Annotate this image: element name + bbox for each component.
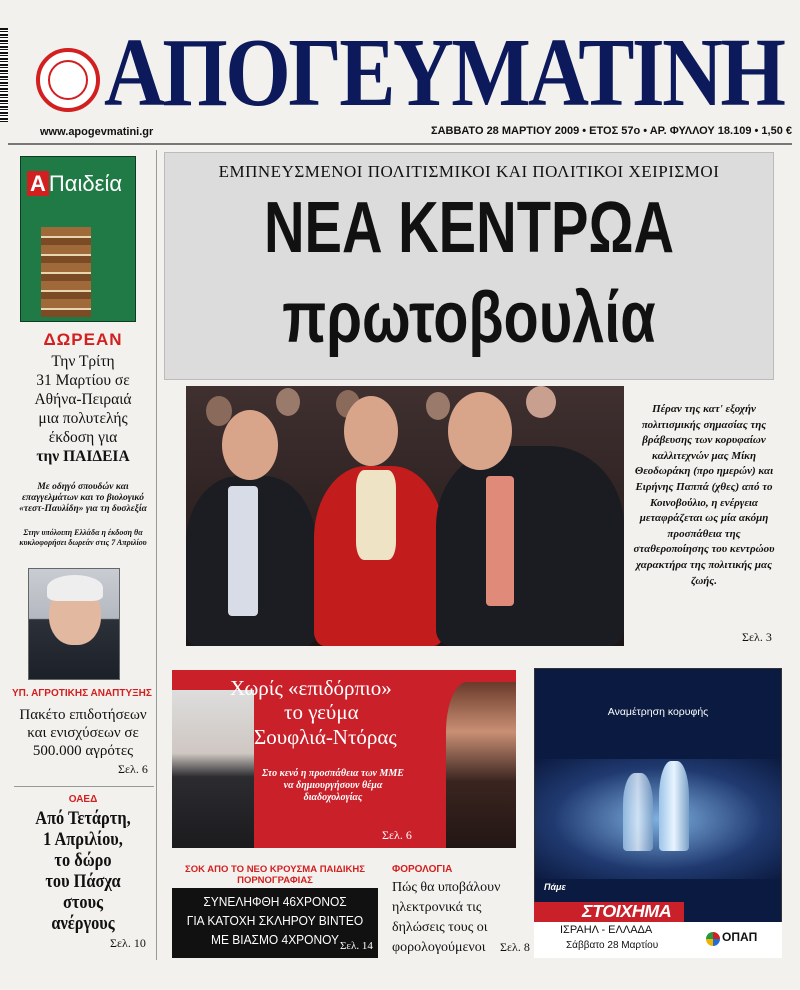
column-rule bbox=[156, 150, 157, 960]
promo-note: Με οδηγό σπουδών και επαγγελμάτων και το βιολογικό «τεστ-Παυλίδη» για τη δυσλεξία bbox=[19, 482, 147, 514]
portrait-photo bbox=[28, 568, 120, 680]
chess-king-icon bbox=[659, 761, 689, 851]
crime-page-ref: Σελ. 14 bbox=[340, 940, 373, 952]
magazine-logo: Α Παιδεία bbox=[27, 171, 122, 197]
ad-title: Αναμέτρηση κορυφής bbox=[607, 706, 709, 718]
souflias-subtitle: Στο κενό η προσπάθεια των ΜΜΕ να δημιουργήσουν θέμα διαδοχολογίας bbox=[262, 768, 404, 803]
lead-kicker: ΕΜΠΝΕΥΣΜΕΝΟΙ ΠΟΛΙΤΙΣΜΙΚΟΙ ΚΑΙ ΠΟΛΙΤΙΚΟΙ ΧΕΙΡΙΣΜΟΙ bbox=[218, 162, 720, 181]
lead-page-ref: Σελ. 3 bbox=[742, 630, 772, 644]
agri-kicker: ΥΠ. ΑΓΡΟΤΙΚΗΣ ΑΝΑΠΤΥΞΗΣ bbox=[12, 688, 152, 699]
promo-kicker: ΔΩΡΕΑΝ bbox=[43, 330, 123, 349]
lead-photo bbox=[186, 386, 624, 646]
agri-page-ref: Σελ. 6 bbox=[118, 762, 148, 776]
masthead-title: ΑΠΟΓΕΥΜΑΤΙΝΗ bbox=[104, 19, 784, 127]
lead-story: Πέραν της κατ' εξοχήν πολιτισμικής σημασίας της βράβευσης των κορυφαίων καλλιτεχνών μας Μίκη Θεοδωράκη (προ ημερών) και Ειρήνης Παππά (χθες) από το Κοινοβούλιο, η ενέργεια μεταφράζεται ως μία ακόμη προσπάθεια της σταθεροποίησης του κεντρώου χαρακτήρα της πολιτικής μας ζωής. bbox=[633, 403, 775, 587]
tax-page-ref: Σελ. 8 bbox=[500, 940, 530, 954]
books-stack-icon bbox=[41, 227, 91, 317]
barcode bbox=[0, 28, 8, 122]
ad-pame: Πάμε bbox=[544, 882, 566, 892]
oaed-kicker: ΟΑΕΔ bbox=[68, 794, 98, 805]
lead-headline-1[interactable]: ΝΕΑ ΚΕΝΤΡΩΑ bbox=[263, 188, 675, 268]
oaed-headline[interactable]: Από Τετάρτη, 1 Απριλίου, το δώρο του Πάσχα στους ανέργους bbox=[35, 808, 131, 934]
site-url[interactable]: www.apogevmatini.gr bbox=[40, 126, 154, 138]
promo-footnote: Στην υπόλοιπη Ελλάδα η έκδοση θα κυκλοφορήσει δωρεάν στις 7 Απριλίου bbox=[19, 528, 147, 547]
souflias-title-1: Χωρίς «επιδόρπιο» bbox=[230, 676, 392, 700]
souflias-photo bbox=[172, 690, 254, 848]
souflias-title-3: Σουφλιά-Ντόρας bbox=[254, 725, 397, 749]
tax-headline[interactable]: Πώς θα υποβάλουν ηλεκτρονικά τις δηλώσεις τους οι φορολογούμενοι bbox=[392, 880, 501, 955]
opap-logo-icon bbox=[706, 932, 720, 946]
agri-headline[interactable]: Πακέτο επιδοτήσεων και ενισχύσεων σε 500.000 αγρότες bbox=[19, 707, 147, 759]
ad-sponsor: ΟΠΑΠ bbox=[722, 930, 758, 944]
oaed-page-ref: Σελ. 10 bbox=[110, 936, 146, 950]
dateline: ΣΑΒΒΑΤΟ 28 ΜΑΡΤΙΟΥ 2009 • ΕΤΟΣ 57ο • ΑΡ. ΦΥΛΛΟΥ 18.109 • 1,50 € bbox=[430, 125, 792, 137]
promo-text: Την Τρίτη 31 Μαρτίου σε Αθήνα-Πειραιά μια πολυτελής έκδοση για την ΠΑΙΔΕΙΑ bbox=[34, 353, 132, 465]
ad-date: Σάββατο 28 Μαρτίου bbox=[566, 940, 659, 951]
ntora-photo bbox=[446, 682, 516, 848]
crime-kicker: ΣΟΚ ΑΠΟ ΤΟ ΝΕΟ ΚΡΟΥΣΜΑ ΠΑΙΔΙΚΗΣ ΠΟΡΝΟΓΡΑΦΙΑΣ bbox=[185, 864, 365, 886]
lead-headline-2[interactable]: πρωτοβουλία bbox=[282, 278, 656, 358]
souflias-page-ref: Σελ. 6 bbox=[382, 828, 412, 842]
masthead-rule bbox=[8, 143, 792, 145]
tax-kicker: ΦΟΡΟΛΟΓΙΑ bbox=[392, 864, 453, 875]
chess-queen-icon bbox=[623, 773, 653, 851]
ad-match: ΙΣΡΑΗΛ - ΕΛΛΑΔΑ bbox=[560, 924, 653, 936]
ad-brand: ΣΤΟΙΧΗΜΑ bbox=[582, 901, 672, 921]
souflias-title-2: το γεύμα bbox=[284, 700, 359, 724]
crime-headline: ΣΥΝΕΛΗΦΘΗ 46ΧΡΟΝΟΣ ΓΙΑ ΚΑΤΟΧΗ ΣΚΛΗΡΟΥ ΒΙΝΤΕΟ ΜΕ ΒΙΑΣΜΟ 4ΧΡΟΝΟΥ bbox=[186, 894, 364, 947]
owl-seal-icon bbox=[36, 48, 100, 112]
magazine-cover[interactable] bbox=[20, 156, 136, 322]
sidebar-divider bbox=[14, 786, 154, 787]
